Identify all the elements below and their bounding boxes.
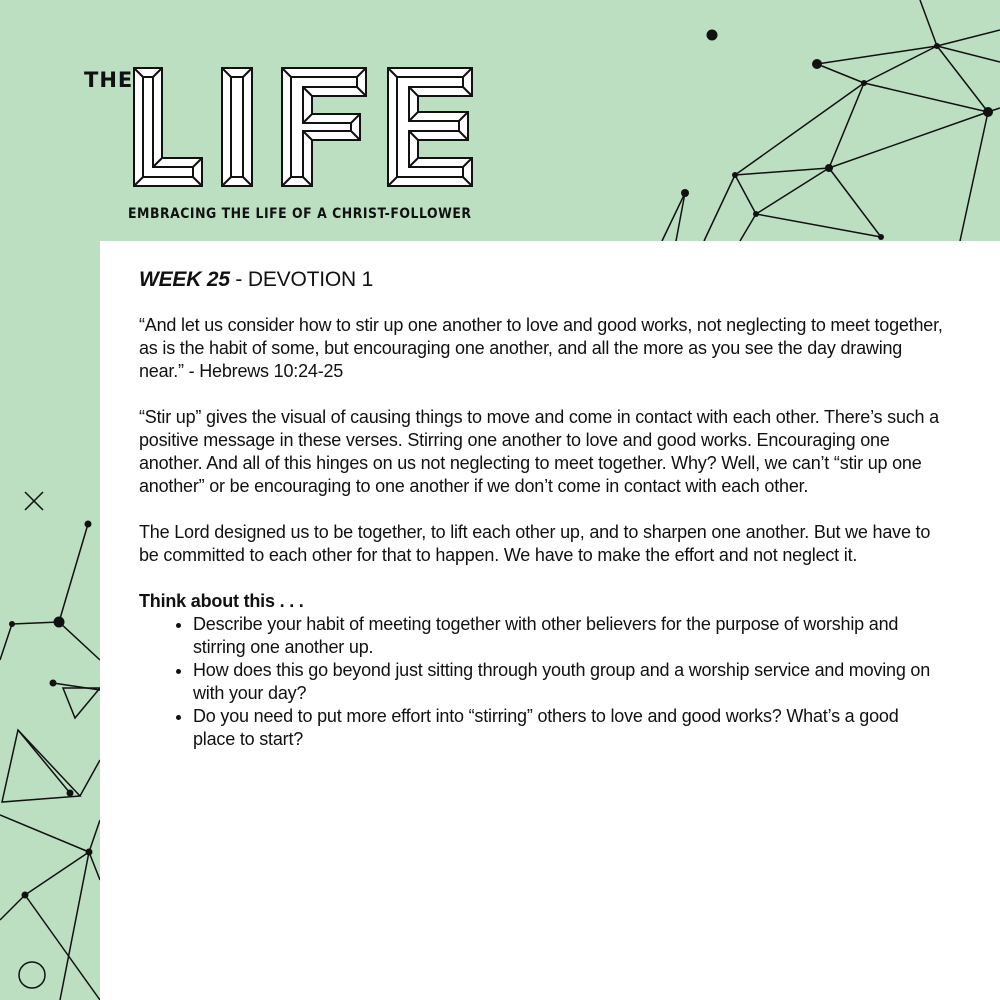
logo-letter-i [222,68,252,186]
devotion-content [139,266,944,751]
week-label: WEEK 25 [139,268,230,291]
devotion-heading [139,266,944,294]
question-list [139,613,944,751]
life-logo [130,64,476,190]
paragraph-lord-designed: The Lord designed us to be together, to lift each other up, and to sharpen one another. But we have to be committed to each other for that to happen. We have to make the effort and not neglect it. [139,522,931,565]
think-heading: Think about this . . . [139,591,304,611]
logo-letter-e [388,68,472,186]
scripture-quote: “And let us consider how to stir up one another to love and good works, not neglecting to meet together, as is the habit of some, but encouraging one another, and all the more as you see the day drawing near.” - Hebrews 10:24-25 [139,315,943,381]
list-item: • How does this go beyond just sitting through youth group and a worship service and moving on with your day? [193,659,944,705]
paragraph-stir-up: “Stir up” gives the visual of causing things to move and come in contact with each other. There’s such a positive message in these verses. Stirring one another to love and good works. Encouraging one another. And all of this hinges on us not neglecting to meet together. Why? Well, we can’t “stir up one another” or be encouraging to one another if we don’t come in contact with each other. [139,407,939,496]
heading-separator: - [229,268,248,291]
logo-letter-f [282,68,366,186]
logo-the-text: THE [84,68,134,92]
logo-letter-l [134,68,202,186]
list-item: • Describe your habit of meeting together with other believers for the purpose of worship and stirring one another up. [193,613,944,659]
list-item: • Do you need to put more effort into “stirring” others to love and good works? What’s a good place to start? [193,705,944,751]
logo-tagline: EMBRACING THE LIFE OF A CHRIST-FOLLOWER [128,206,472,222]
devotion-label: DEVOTION 1 [247,268,374,291]
